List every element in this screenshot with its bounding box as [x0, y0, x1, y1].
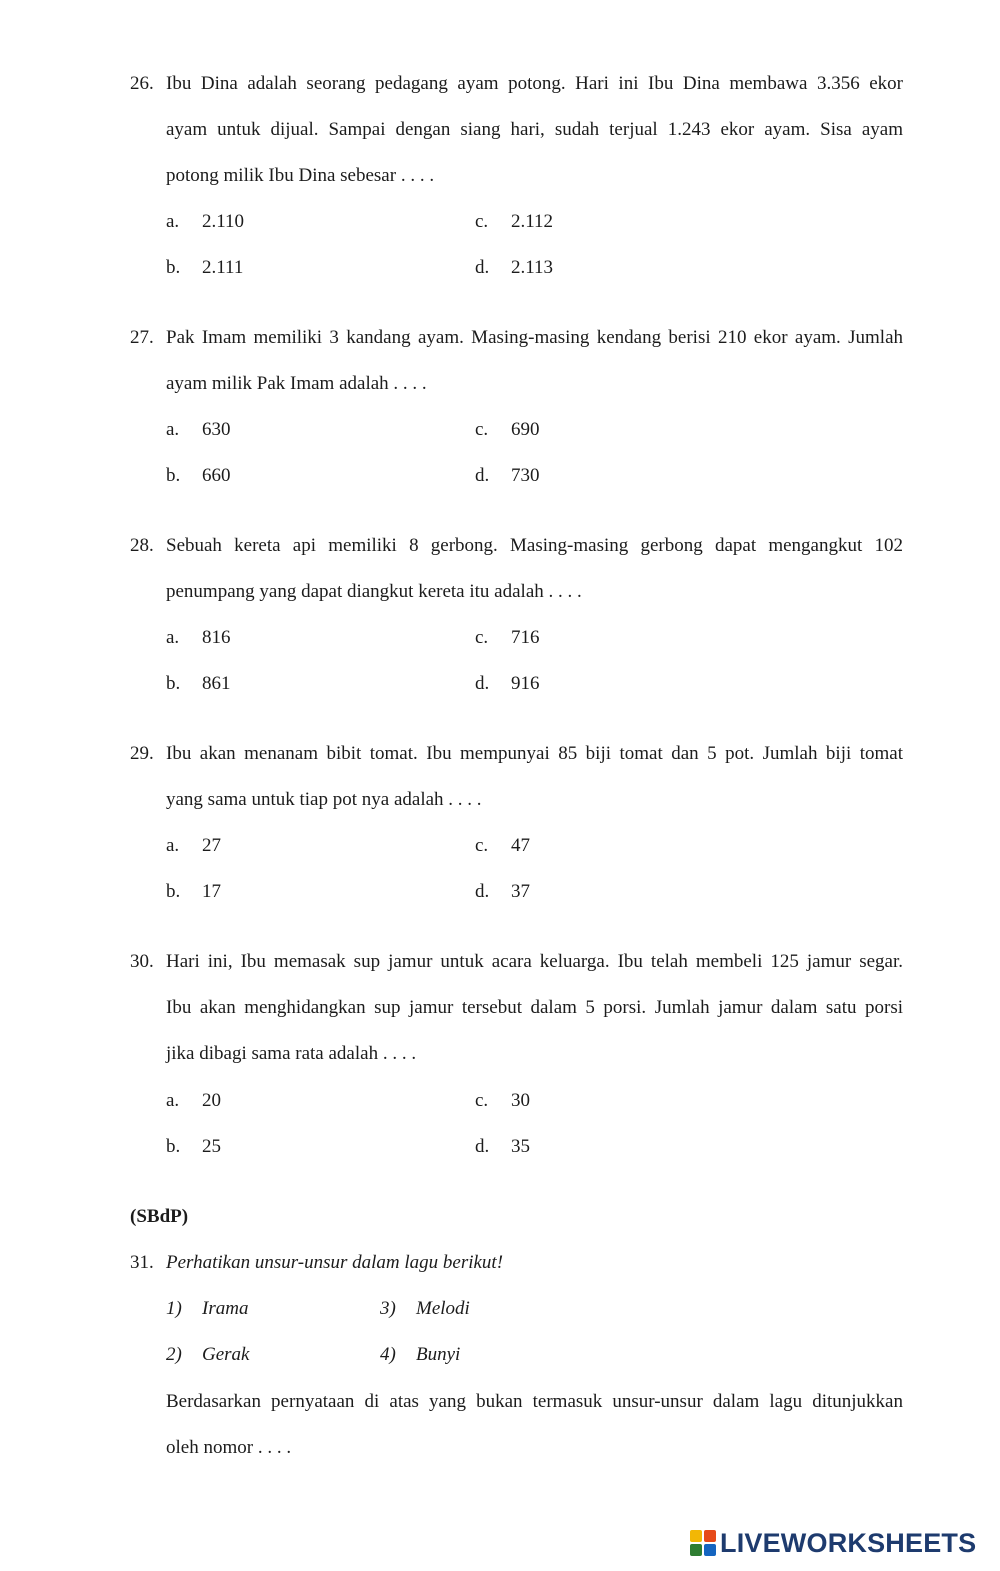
option-letter: d. [475, 881, 490, 902]
option-text: 30 [511, 1090, 530, 1111]
option-a[interactable] [166, 626, 231, 650]
option-text: 25 [202, 1136, 221, 1157]
list-item-text: Bunyi [416, 1344, 461, 1365]
question-text-line: Sebuah kereta api memiliki 8 gerbong. Masing-masing gerbong dapat mengangkut 102 [166, 535, 903, 556]
option-c[interactable] [475, 626, 540, 650]
question-number: 28. [130, 535, 154, 556]
option-letter: a. [166, 419, 180, 440]
option-letter: a. [166, 627, 180, 648]
option-d[interactable] [475, 256, 553, 280]
question-prompt: Perhatikan unsur-unsur dalam lagu berikut! [166, 1252, 504, 1273]
option-b[interactable] [166, 1135, 221, 1159]
option-letter: d. [475, 465, 490, 486]
question-text-line: Pak Imam memiliki 3 kandang ayam. Masing-masing kendang berisi 210 ekor ayam. Jumlah [166, 327, 903, 348]
list-item [166, 1297, 248, 1321]
list-item-text: Gerak [202, 1344, 250, 1365]
option-b[interactable] [166, 256, 243, 280]
option-letter: b. [166, 257, 181, 278]
option-b[interactable] [166, 880, 221, 904]
option-c[interactable] [475, 210, 553, 234]
option-text: 730 [511, 465, 540, 486]
option-text: 2.110 [202, 211, 245, 232]
option-c[interactable] [475, 418, 540, 442]
option-text: 716 [511, 627, 540, 648]
option-text: 816 [202, 627, 231, 648]
logo-square [704, 1544, 716, 1556]
option-letter: b. [166, 881, 181, 902]
option-c[interactable] [475, 1089, 530, 1113]
option-letter: b. [166, 465, 181, 486]
list-item-number: 4) [380, 1344, 396, 1365]
liveworksheets-brand [690, 1528, 976, 1558]
option-text: 37 [511, 881, 530, 902]
option-text: 630 [202, 419, 231, 440]
list-item-number: 2) [166, 1344, 182, 1365]
question-text-line: jika dibagi sama rata adalah . . . . [166, 1043, 417, 1064]
question-number: 30. [130, 951, 154, 972]
list-item [166, 1343, 249, 1367]
option-a[interactable] [166, 418, 231, 442]
option-text: 47 [511, 835, 530, 856]
option-letter: b. [166, 673, 181, 694]
logo-square [690, 1544, 702, 1556]
option-letter: a. [166, 835, 180, 856]
option-text: 35 [511, 1136, 530, 1157]
option-letter: a. [166, 1090, 180, 1111]
question-text-line: Ibu akan menanam bibit tomat. Ibu mempunyai 85 biji tomat dan 5 pot. Jumlah biji tomat [166, 743, 903, 764]
question-text-line: ayam untuk dijual. Sampai dengan siang hari, sudah terjual 1.243 ekor ayam. Sisa ayam [166, 119, 903, 140]
option-text: 916 [511, 673, 540, 694]
option-c[interactable] [475, 834, 530, 858]
option-letter: a. [166, 211, 180, 232]
logo-square [690, 1530, 702, 1542]
option-text: 660 [202, 465, 231, 486]
logo-square [704, 1530, 716, 1542]
section-heading: (SBdP) [130, 1206, 189, 1227]
option-text: 20 [202, 1090, 221, 1111]
option-text: 690 [511, 419, 540, 440]
question-number: 31. [130, 1252, 154, 1273]
option-b[interactable] [166, 464, 231, 488]
question-text-line: Hari ini, Ibu memasak sup jamur untuk acara keluarga. Ibu telah membeli 125 jamur segar. [166, 951, 903, 972]
option-text: 2.111 [202, 257, 244, 278]
list-item-text: Irama [202, 1298, 249, 1319]
question-text-line: Ibu Dina adalah seorang pedagang ayam potong. Hari ini Ibu Dina membawa 3.356 ekor [166, 73, 903, 94]
option-text: 27 [202, 835, 221, 856]
option-letter: c. [475, 1090, 489, 1111]
option-letter: c. [475, 627, 489, 648]
question-number: 26. [130, 73, 154, 94]
question-text-line: potong milik Ibu Dina sebesar . . . . [166, 165, 435, 186]
question-text-line: Berdasarkan pernyataan di atas yang bukan termasuk unsur-unsur dalam lagu ditunjukkan [166, 1391, 903, 1412]
question-text-line: ayam milik Pak Imam adalah . . . . [166, 373, 427, 394]
option-d[interactable] [475, 672, 540, 696]
question-number: 29. [130, 743, 154, 764]
list-item-number: 3) [380, 1298, 396, 1319]
option-text: 2.113 [511, 257, 554, 278]
option-d[interactable] [475, 464, 540, 488]
option-letter: c. [475, 419, 489, 440]
brand-name: LIVEWORKSHEETS [720, 1527, 977, 1558]
list-item [380, 1297, 470, 1321]
list-item-number: 1) [166, 1298, 182, 1319]
list-item [380, 1343, 460, 1367]
liveworksheets-logo-icon [690, 1530, 716, 1556]
option-b[interactable] [166, 672, 231, 696]
option-text: 2.112 [511, 211, 554, 232]
list-item-text: Melodi [416, 1298, 470, 1319]
option-letter: d. [475, 673, 490, 694]
option-letter: c. [475, 211, 489, 232]
option-letter: d. [475, 257, 490, 278]
option-letter: b. [166, 1136, 181, 1157]
option-a[interactable] [166, 1089, 221, 1113]
option-text: 17 [202, 881, 221, 902]
question-text-line: yang sama untuk tiap pot nya adalah . . . . [166, 789, 482, 810]
option-letter: d. [475, 1136, 490, 1157]
option-letter: c. [475, 835, 489, 856]
question-text-line: oleh nomor . . . . [166, 1437, 292, 1458]
option-d[interactable] [475, 1135, 530, 1159]
question-number: 27. [130, 327, 154, 348]
option-a[interactable] [166, 210, 244, 234]
option-text: 861 [202, 673, 231, 694]
question-text-line: penumpang yang dapat diangkut kereta itu adalah . . . . [166, 581, 582, 602]
question-text-line: Ibu akan menghidangkan sup jamur tersebut dalam 5 porsi. Jumlah jamur dalam satu porsi [166, 997, 903, 1018]
option-d[interactable] [475, 880, 530, 904]
option-a[interactable] [166, 834, 221, 858]
